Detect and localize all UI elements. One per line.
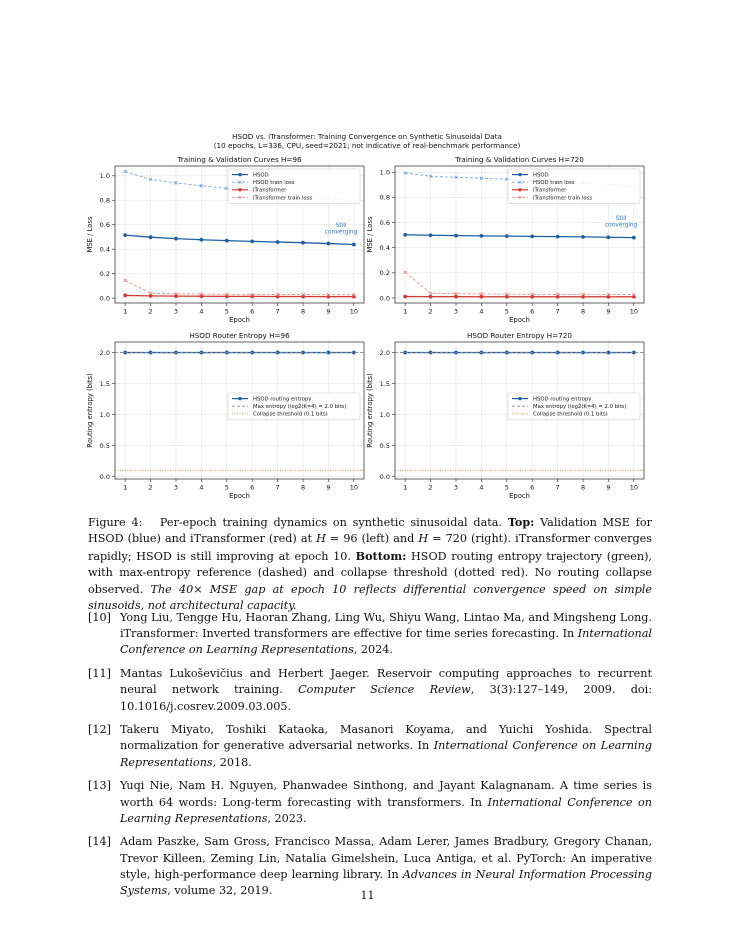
ytick-label: 1.0 [99,410,110,419]
data-point [505,234,509,238]
ytick-label: 0.0 [379,294,390,303]
xtick-label: 3 [173,483,179,492]
xtick-label: 1 [403,483,408,492]
xtick-label: 5 [224,307,229,316]
reference-item: [13] Yuqi Nie, Nam H. Nguyen, Phanwadee Sinthong, and Jayant Kalagnanam. A time series is worth 64 words: Long-term forecasting with transformers. In International Conference on Learning Representations, 2023. [88,779,652,825]
ytick-label: 2.0 [379,348,390,357]
data-point [327,242,331,246]
ytick-label: 0.6 [99,221,110,230]
ytick-label: 0.4 [99,245,110,254]
y-axis-label: MSE / Loss [366,216,374,253]
chart-legend [228,393,360,420]
ytick-label: 0.2 [379,269,390,278]
data-point [327,295,331,299]
series-line [405,272,634,294]
data-point [149,235,153,239]
chart-annotation: converging [324,229,358,236]
legend-marker [238,173,241,176]
data-point [403,295,407,299]
series-line [125,235,354,244]
xtick-label: 1 [123,307,128,316]
xtick-label: 7 [275,483,280,492]
ytick-label: 0.0 [99,294,110,303]
chart-panel [86,155,364,324]
legend-label: HSOD train loss [533,180,575,187]
ytick-label: 0.8 [99,196,110,205]
legend-marker [518,397,521,400]
xtick-label: 4 [199,307,204,316]
legend-label: HSOD train loss [253,180,295,187]
data-point [123,294,127,298]
legend-label: HSOD routing entropy [253,396,312,403]
xtick-label: 4 [479,307,484,316]
ytick-label: 1.5 [99,379,110,388]
ytick-label: 1.5 [379,379,390,388]
reference-item: [11] Mantas Lukoševičius and Herbert Jaeger. Reservoir computing approaches to recurrent neural network training. Computer Science Review, 3(3):127–149, 2009. doi: 10.1016/j.cosrev.2009.03.005. [88,667,653,713]
page-number: 11 [360,889,375,902]
xtick-label: 7 [555,483,560,492]
xtick-label: 3 [453,483,459,492]
xtick-label: 5 [224,483,229,492]
xtick-label: 3 [173,307,179,316]
xtick-label: 5 [504,483,509,492]
chart-legend [508,169,640,203]
xtick-label: 2 [148,483,153,492]
xtick-label: 6 [530,307,535,316]
data-point [403,233,407,237]
ytick-label: 0.2 [99,269,110,278]
chart-title: Training & Validation Curves H=720 [455,155,584,164]
data-point [581,235,585,239]
xtick-label: 8 [580,483,586,492]
y-axis-label: Routing entropy (bits) [86,373,94,448]
data-point [301,295,305,299]
data-point [225,239,229,243]
data-point [352,295,356,299]
legend-label: Collapse threshold (0.1 bits) [253,411,328,418]
data-point [199,238,203,242]
data-point [632,236,636,240]
data-point [276,295,280,299]
x-axis-label: Epoch [509,492,530,500]
x-axis-label: Epoch [229,492,250,500]
xtick-label: 6 [530,483,535,492]
data-point [429,295,433,299]
legend-marker [518,173,521,176]
chart-panel [366,331,644,500]
figure-suptitle-line2: (10 epochs, L=336, CPU, seed=2021; not indicative of real-benchmark performance) [213,141,521,150]
legend-marker [238,188,241,191]
chart-annotation: converging [604,222,638,229]
references-list [88,610,652,907]
xtick-label: 9 [606,483,611,492]
ytick-label: 1.0 [379,410,390,419]
caption-text: Per-epoch training dynamics on synthetic sinusoidal data. [159,516,502,529]
series-line [405,235,634,238]
xtick-label: 10 [629,483,638,492]
xtick-label: 6 [250,307,255,316]
chart-legend [508,393,640,420]
chart-legend [228,169,360,203]
x-axis-label: Epoch [229,316,250,324]
y-axis-label: MSE / Loss [86,216,94,253]
figure-suptitle-line1: HSOD vs. iTransformer: Training Convergence on Synthetic Sinusoidal Data [232,132,502,141]
xtick-label: 3 [453,307,459,316]
xtick-label: 5 [504,307,509,316]
chart-panel [86,331,364,500]
chart-title: HSOD Router Entropy H=720 [467,331,572,340]
legend-label: iTransformer [253,187,287,194]
xtick-label: 8 [300,307,306,316]
legend-label: iTransformer train loss [533,195,593,202]
caption-label: Figure 4: [88,516,143,529]
legend-label: Collapse threshold (0.1 bits) [533,411,608,418]
xtick-label: 9 [326,483,331,492]
data-point [530,234,534,238]
chart-title: HSOD Router Entropy H=96 [189,331,290,340]
ytick-label: 2.0 [99,348,110,357]
ytick-label: 1.0 [379,168,390,177]
legend-label: Max entropy (log2(K=4) = 2.0 bits) [533,404,627,411]
caption-italic-note: The 40× MSE gap at epoch 10 reflects differential convergence speed on simple sinusoids, not architectural capacity. [88,582,652,613]
xtick-label: 8 [580,307,586,316]
ytick-label: 0.8 [379,193,390,202]
xtick-label: 10 [349,307,358,316]
xtick-label: 8 [300,483,306,492]
xtick-label: 2 [428,483,433,492]
legend-label: HSOD [533,172,549,179]
caption-bottom-label: Bottom: [355,548,407,563]
chart-title: Training & Validation Curves H=96 [177,155,302,164]
data-point [632,295,636,299]
data-point [225,294,229,298]
xtick-label: 1 [403,307,408,316]
xtick-label: 9 [326,307,331,316]
legend-label: iTransformer [533,187,567,194]
chart-panel [366,155,644,324]
data-point [556,235,560,239]
xtick-label: 4 [199,483,204,492]
data-point [123,233,127,237]
legend-label: Max entropy (log2(K=4) = 2.0 bits) [253,404,347,411]
data-point [352,243,356,247]
data-point [479,234,483,238]
figure-caption: Figure 4: Per-epoch training dynamics on synthetic sinusoidal data. Top: Validation MSE for HSOD (blue) and iTransformer (red) at H = 96 (left) and H = 720 (right). iTransformer converges rapidly; HSOD is still improving at epoch 10. Bottom: HSOD routing entropy trajectory (green), with max-entropy reference (dashed) and collapse threshold (dotted red). No routing collapse observed. The 40× MSE gap at epoch 10 reflects differential convergence speed on simple sinusoids, not architectural capacity. [88,515,652,613]
chart-annotation: Still [615,216,627,223]
ytick-label: 0.6 [379,218,390,227]
reference-item: [12] Takeru Miyato, Toshiki Kataoka, Masanori Koyama, and Yuichi Yoshida. Spectral normalization for generative adversarial networks. In International Conference on Learning Representations, 2018. [88,723,652,769]
y-axis-label: Routing entropy (bits) [366,373,374,448]
data-point [276,240,280,244]
legend-marker [238,397,241,400]
legend-label: iTransformer train loss [253,195,313,202]
ytick-label: 0.5 [379,441,390,450]
series-line [125,280,354,294]
xtick-label: 9 [606,307,611,316]
ytick-label: 0.0 [379,472,390,481]
xtick-label: 7 [275,307,280,316]
series-line [125,295,354,296]
chart-annotation: Still [335,222,347,229]
data-point [607,235,611,239]
xtick-label: 4 [479,483,484,492]
xtick-label: 10 [629,307,638,316]
xtick-label: 6 [250,483,255,492]
data-point [301,241,305,245]
legend-label: HSOD routing entropy [533,396,592,403]
xtick-label: 1 [123,483,128,492]
xtick-label: 2 [428,307,433,316]
ytick-label: 0.0 [99,472,110,481]
data-point [454,234,458,238]
ytick-label: 0.5 [99,441,110,450]
data-point [250,294,254,298]
xtick-label: 2 [148,307,153,316]
reference-item: [14] Adam Paszke, Sam Gross, Francisco Massa, Adam Lerer, James Bradbury, Gregory Chanan, Trevor Killeen, Zeming Lin, Natalia Gimelshein, Luca Antiga, et al. PyTorch: An imperative style, high-performance deep learning library. In Advances in Neural Information Processing Systems, volume 32, 2019. [88,835,652,898]
data-point [250,239,254,243]
data-point [174,237,178,241]
xtick-label: 7 [555,307,560,316]
legend-marker [518,188,521,191]
caption-top-label: Top: [507,515,535,529]
data-point [429,233,433,237]
x-axis-label: Epoch [509,316,530,324]
ytick-label: 0.4 [379,243,390,252]
data-point [607,295,611,299]
reference-item: [10] Yong Liu, Tengge Hu, Haoran Zhang, Ling Wu, Shiyu Wang, Lintao Ma, and Mingsheng Long. iTransformer: Inverted transformers are effective for time series forecasting. In International Conference on Learning Representations, 2024. [88,611,652,657]
ytick-label: 1.0 [99,172,110,181]
legend-label: HSOD [253,172,269,179]
xtick-label: 10 [349,483,358,492]
